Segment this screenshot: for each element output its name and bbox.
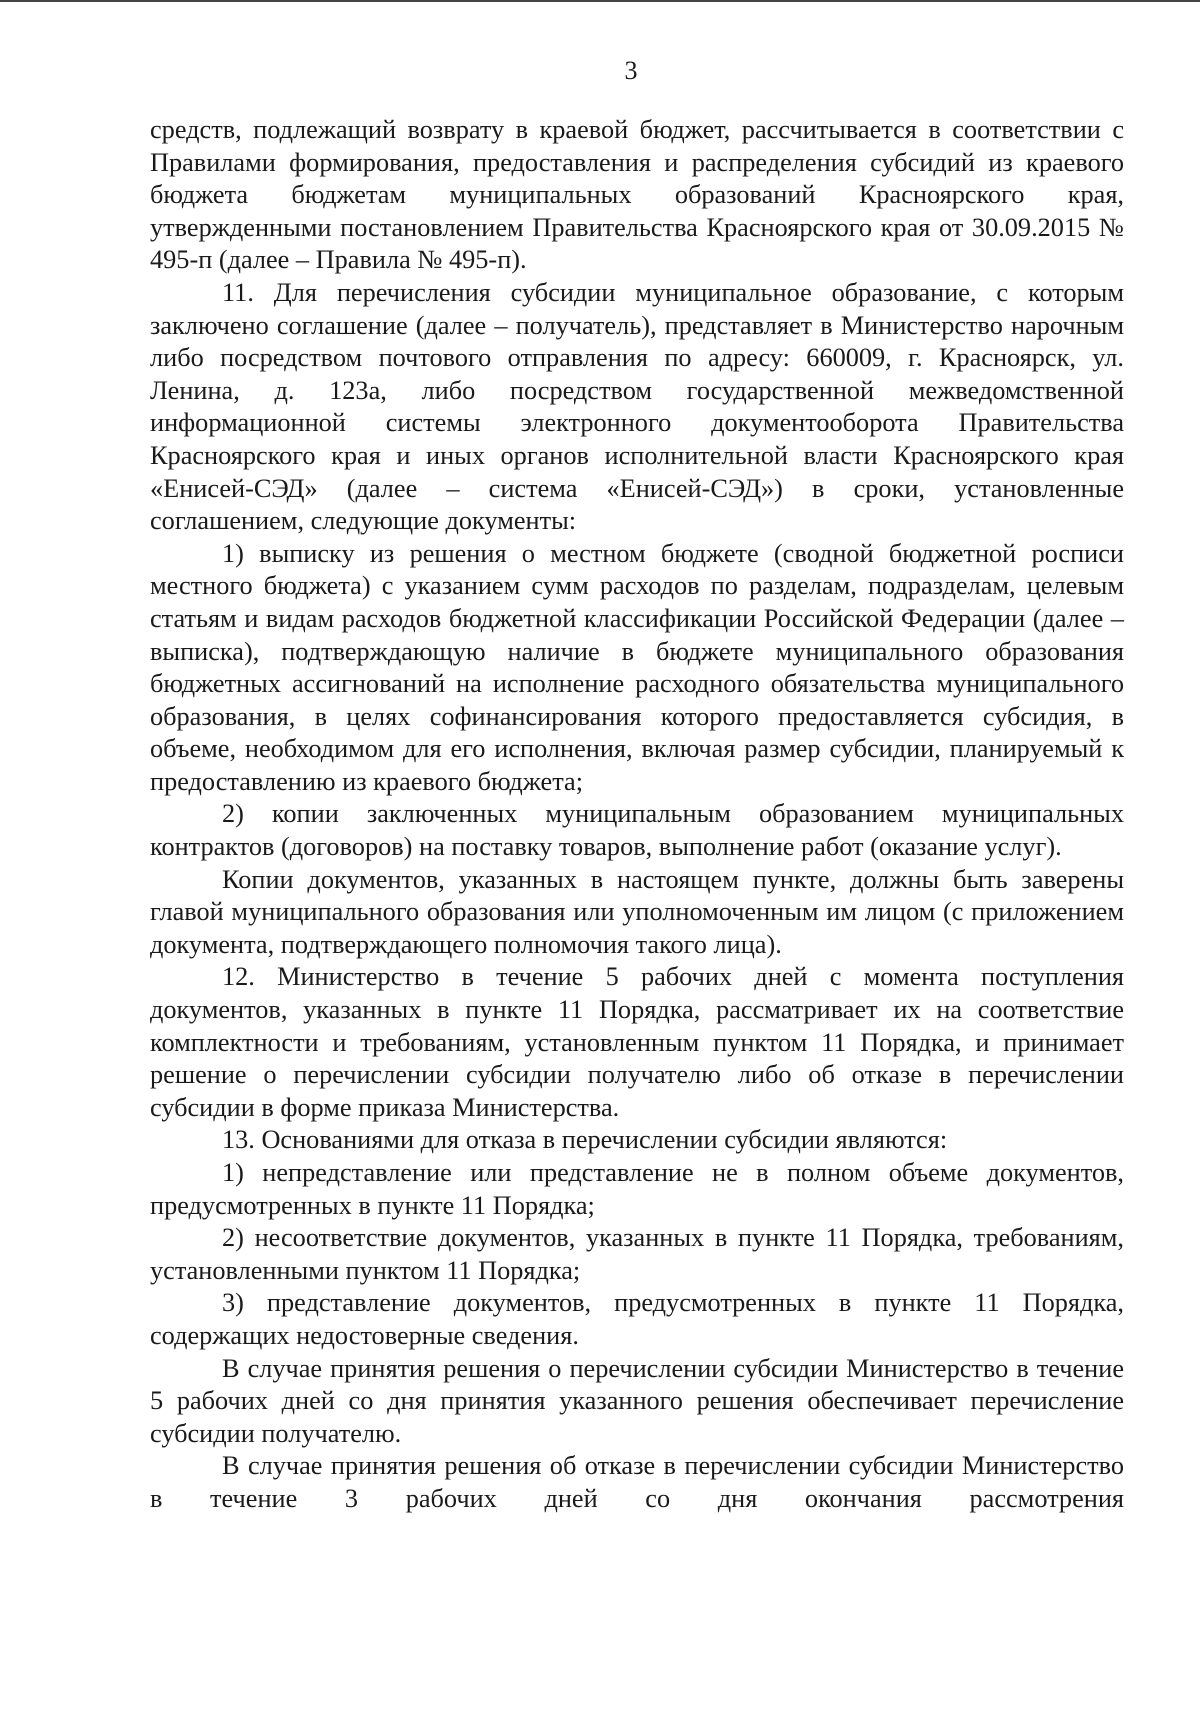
paragraph-copies-certification: Копии документов, указанных в настоящем пункте, должны быть заверены главой муниципального образования или уполномоченным им лицом (с приложением документа, подтверждающего полномочия такого лица).	[150, 864, 1124, 959]
paragraph-clause-11: 11. Для перечисления субсидии муниципальное образование, с которым заключено соглашение (далее – получатель), представляет в Министерство нарочным либо посредством почтового отправления по адресу: 660009, г. Красноярск, ул. Ленина, д. 123а, либо посредством государственной межведомственной информационной системы электронного документооборота Правительства Красноярского края и иных органов исполнительной власти Красноярского края «Енисей-СЭД» (далее – система «Енисей-СЭД») в сроки, установленные соглашением, следующие документы:	[150, 277, 1124, 536]
paragraph-clause-12: 12. Министерство в течение 5 рабочих дней с момента поступления документов, указанных в пункте 11 Порядка, рассматривает их на соответствие комплектности и требованиям, установленным пунктом 11 Порядка, и принимает решение о перечислении субсидии получателю либо об отказе в перечислении субсидии в форме приказа Министерства.	[150, 962, 1124, 1122]
paragraph-transfer-decision: В случае принятия решения о перечислении субсидии Министерство в течение 5 рабочих дней со дня принятия указанного решения обеспечивает перечисление субсидии получателю.	[150, 1353, 1124, 1448]
paragraph-clause-13-item-2: 2) несоответствие документов, указанных в пункте 11 Порядка, требованиям, установленными пунктом 11 Порядка;	[150, 1223, 1124, 1285]
paragraph-clause-11-item-2: 2) копии заключенных муниципальным образованием муниципальных контрактов (договоров) на поставку товаров, выполнение работ (оказание услуг).	[150, 799, 1124, 862]
paragraph-continuation: средств, подлежащий возврату в краевой бюджет, рассчитывается в соответствии с Правилами формирования, предоставления и распределения субсидий из краевого бюджета бюджетам муниципальных образований Красноярского края, утвержденными постановлением Правительства Красноярского края от 30.09.2015 № 495-п (далее – Правила № 495-п).	[150, 115, 1124, 275]
paragraph-refusal-decision: В случае принятия решения об отказе в перечислении субсидии Министерство в течение 3 рабочих дней со дня окончания рассмотрения	[150, 1451, 1124, 1513]
page-number: 3	[624, 56, 638, 85]
paragraph-clause-11-item-1: 1) выписку из решения о местном бюджете (сводной бюджетной росписи местного бюджета) с указанием сумм расходов по разделам, подразделам, целевым статьям и видам расходов бюджетной классификации Российской Федерации (далее – выписка), подтверждающую наличие в бюджете муниципального образования бюджетных ассигнований на исполнение расходного обязательства муниципального образования, в целях софинансирования которого предоставляется субсидия, в объеме, необходимом для его исполнения, включая размер субсидии, планируемый к предоставлению из краевого бюджета;	[150, 538, 1124, 796]
top-scan-edge	[0, 0, 1200, 2]
paragraph-clause-13-item-3: 3) представление документов, предусмотренных в пункте 11 Порядка, содержащих недостоверные сведения.	[150, 1288, 1124, 1350]
paragraph-clause-13-item-1: 1) непредставление или представление не в полном объеме документов, предусмотренных в пункте 11 Порядка;	[150, 1158, 1124, 1220]
paragraph-clause-13: 13. Основаниями для отказа в перечислении субсидии являются:	[222, 1125, 948, 1155]
document-body	[150, 114, 1124, 1516]
